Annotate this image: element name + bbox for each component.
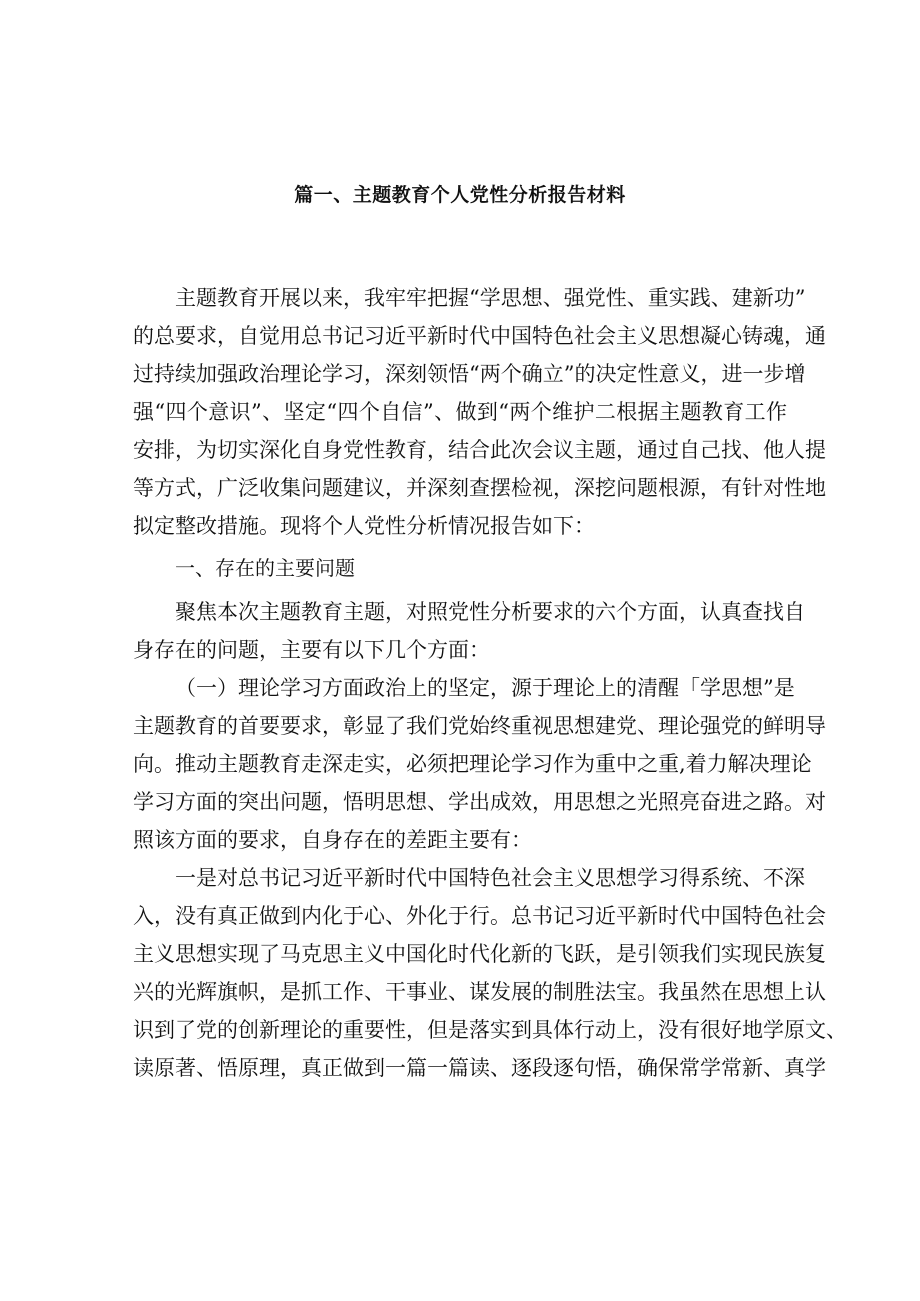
paragraph-line: 强“四个意识”、坚定“四个自信”、做到“两个维护二根据主题教育工作 <box>133 400 787 424</box>
paragraph-line: 主题教育的首要要求，彰显了我们党始终重视思想建党、理论强党的鲜明导 <box>133 714 826 738</box>
paragraph-line: 入，没有真正做到内化于心、外化于行。总书记习近平新时代中国特色社会 <box>133 904 826 928</box>
paragraph-line: 身存在的问题，主要有以下几个方面： <box>133 638 490 662</box>
paragraph-line: 读原著、悟原理，真正做到一篇一篇读、逐段逐句悟，确保常学常新、真学 <box>133 1056 826 1080</box>
paragraph-line: 主题教育开展以来，我牢牢把握“学思想、强党性、重实践、建新功” <box>175 286 806 310</box>
paragraph-line: 识到了党的创新理论的重要性，但是落实到具体行动上，没有很好地学原文、 <box>133 1018 847 1042</box>
paragraph-line: 照该方面的要求，自身存在的差距主要有： <box>133 828 532 852</box>
paragraph-line: 过持续加强政治理论学习，深刻领悟“两个确立”的决定性意义，进一步增 <box>133 362 806 386</box>
paragraph-line: （一）理论学习方面政治上的坚定，源于理论上的清醒「学思想”是 <box>175 676 795 700</box>
document-title: 篇一、主题教育个人党性分析报告材料 <box>294 184 626 206</box>
paragraph-line: 主义思想实现了马克思主义中国化时代化新的飞跃，是引领我们实现民族复 <box>133 942 826 966</box>
paragraph-line: 等方式，广泛收集问题建议，并深刻查摆检视，深挖问题根源，有针对性地 <box>133 476 826 500</box>
paragraph-line: 的总要求，自觉用总书记习近平新时代中国特色社会主义思想凝心铸魂，通 <box>133 324 826 348</box>
paragraph-line: 学习方面的突出问题，悟明思想、学出成效，用思想之光照亮奋进之路。对 <box>133 790 826 814</box>
paragraph-line: 拟定整改措施。现将个人党性分析情况报告如下： <box>133 514 595 538</box>
paragraph-line: 安排，为切实深化自身党性教育，结合此次会议主题，通过自己找、他人提 <box>133 438 826 462</box>
section-heading: 一、存在的主要问题 <box>175 556 355 580</box>
paragraph-line: 兴的光辉旗帜，是抓工作、干事业、谋发展的制胜法宝。我虽然在思想上认 <box>133 980 826 1004</box>
paragraph-line: 一是对总书记习近平新时代中国特色社会主义思想学习得系统、不深 <box>175 866 805 890</box>
paragraph-line: 向。推动主题教育走深走实，必须把理论学习作为重中之重,着力解决理论 <box>133 752 812 776</box>
paragraph-line: 聚焦本次主题教育主题，对照党性分析要求的六个方面，认真查找自 <box>175 600 805 624</box>
